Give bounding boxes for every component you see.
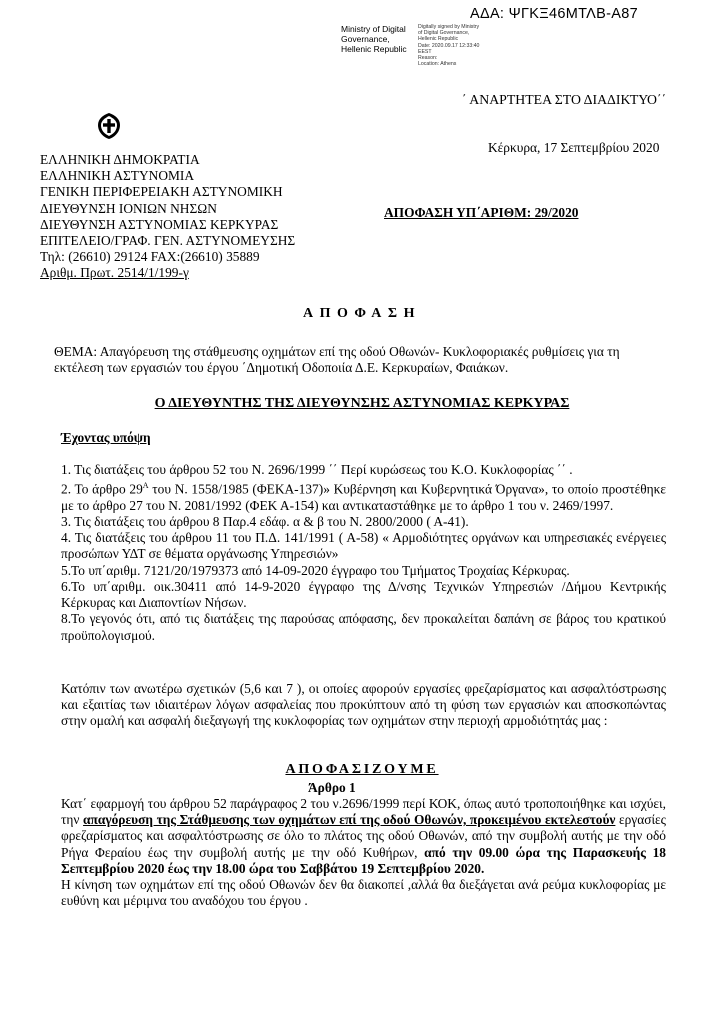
article-paragraph-2: Η κίνηση των οχημάτων επί της οδού Οθωνών δεν θα διακοπεί ,αλλά θα διεξάγεται ανά ρεύμα κυκλοφορίας με ευθύνη και μέριμνα του αναδόχου του έργου . — [61, 877, 666, 909]
signature-org-line: Governance, — [341, 34, 390, 44]
parking-ban-text: απαγόρευση της Στάθμευσης των οχημάτων επί της οδού Οθωνών, προκειμένου εκτελεστούν — [83, 812, 616, 828]
director-heading: Ο ΔΙΕΥΘΥΝΤΗΣ ΤΗΣ ΔΙΕΥΘΥΝΣΗΣ ΑΣΤΥΝΟΜΙΑΣ ΚΕΡΚΥΡΑΣ — [154, 396, 570, 411]
clause-2-start: 2. Το άρθρο 29 — [61, 481, 143, 497]
protocol-number: Αριθμ. Πρωτ. 2514/1/199-γ — [40, 265, 189, 281]
header-phone: Τηλ: (26610) 29124 FAX:(26610) 35889 — [40, 249, 260, 265]
clause-1: 1. Τις διατάξεις του άρθρου 52 του Ν. 2696/1999 ΄΄ Περί κυρώσεως του Κ.Ο. Κυκλοφορίας ΄΄ . — [61, 462, 573, 477]
signature-detail-line: Location: Athens — [418, 61, 457, 68]
article-body — [61, 796, 666, 909]
signature-detail-line: of Digital Governance, — [418, 30, 470, 37]
signature-detail-line: EEST — [418, 48, 432, 55]
considering-heading: Έχοντας υπόψη — [61, 430, 151, 445]
signature-detail-line: Reason: — [418, 55, 438, 62]
header-line: ΔΙΕΥΘΥΝΣΗ ΑΣΤΥΝΟΜΙΑΣ ΚΕΡΚΥΡΑΣ — [40, 216, 279, 232]
ban-period-text: από την 09.00 ώρα της Παρασκευής 18 Σεπτεμβρίου 2020 έως την 18.00 ώρα του Σαββάτου 19 Σεπτεμβρίου 2020. — [61, 844, 666, 876]
article-heading: Άρθρο 1 — [308, 780, 356, 795]
signature-detail-line: Hellenic Republic — [418, 36, 459, 43]
signature-organization — [341, 24, 417, 54]
decision-number: ΑΠΟΦΑΣΗ ΥΠ΄ΑΡΙΘΜ: 29/2020 — [384, 205, 579, 220]
signature-details — [418, 24, 498, 67]
subject: ΘΕΜΑ: Απαγόρευση της στάθμευσης οχημάτων επί της οδού Οθωνών- Κυκλοφοριακές ρυθμίσεις για τη εκτέλεση των εργασιών του έργου ΄Δημοτική Οδοποιία Δ.Ε. Κερκυραίων, Φαιάκων. — [54, 344, 620, 375]
clause-2-rest: του Ν. 1558/1985 (ΦΕΚΑ-137)» Κυβέρνηση και Κυβερνητικά Όργανα», το οποίο προστέθηκε με το άρθρο 27 του Ν. 2081/1992 (ΦΕΚ Α-154) και αντικαταστάθηκε με το άρθρο 1 του ν. 2469/1997. — [61, 481, 666, 513]
coat-of-arms-icon — [96, 112, 122, 140]
document-title: ΑΠΟΦΑΣΗ — [303, 306, 421, 321]
clause-4: 4. Τις διατάξεις του άρθρου 11 του Π.Δ. 141/1991 ( Α-58) « Αρμοδιότητες οργάνων και υπηρεσιακές ενέργειες προσώπων ΥΔΤ σε θέματα οργάνωσης Υπηρεσιών» — [61, 530, 666, 562]
issuer-header — [40, 152, 295, 282]
article-text: Κατ΄ εφαρμογή του άρθρου 52 παράγραφος 2 του ν.2696/1999 περί ΚΟΚ, όπως αυτό τροποποιήθηκε και ισχύει, την — [61, 796, 666, 828]
internet-post-notice: ΄ ΑΝΑΡΤΗΤΕΑ ΣΤΟ ΔΙΑΔΙΚΤΥΟ΄΄ — [462, 92, 667, 107]
we-decide-heading: ΑΠΟΦΑΣΙΖΟΥΜΕ — [285, 762, 439, 777]
clause-8: 8.Το γεγονός ότι, από τις διατάξεις της παρούσας απόφασης, δεν προκαλείται δαπάνη σε βάρος του κρατικού προϋπολογισμού. — [61, 611, 666, 643]
clause-6: 6.Το υπ΄αριθμ. οικ.30411 από 14-9-2020 έγγραφο της Δ/νσης Τεχνικών Υπηρεσιών /Δήμου Κεντρικής Κέρκυρας και Διαποντίων Νήσων. — [61, 578, 666, 611]
clause-5: 5.Το υπ΄αριθμ. 7121/20/1979373 από 14-09-2020 έγγραφο του Τμήματος Τροχαίας Κέρκυρας. — [61, 562, 570, 578]
clause-3: 3. Τις διατάξεις του άρθρου 8 Παρ.4 εδάφ. α & β του Ν. 2800/2000 ( Α-41). — [61, 514, 469, 530]
document-date: Κέρκυρα, 17 Σεπτεμβρίου 2020 — [488, 140, 660, 155]
header-line: ΕΛΛΗΝΙΚΗ ΑΣΤΥΝΟΜΙΑ — [40, 168, 195, 184]
article-paragraph-1 — [61, 796, 666, 877]
header-line: ΕΛΛΗΝΙΚΗ ΔΗΜΟΚΡΑΤΙΑ — [40, 152, 200, 167]
ada-code: ΑΔΑ: ΨΓΚΞ46ΜΤΛΒ-Α87 — [470, 6, 638, 22]
clause-2 — [61, 478, 666, 514]
clause-2-superscript: Α — [142, 481, 149, 491]
header-line: ΕΠΙΤΕΛΕΙΟ/ΓΡΑΦ. ΓΕΝ. ΑΣΤΥΝΟΜΕΥΣΗΣ — [40, 233, 296, 249]
header-line: ΔΙΕΥΘΥΝΣΗ ΙΟΝΙΩΝ ΝΗΣΩΝ — [40, 200, 217, 216]
signature-detail-line: Date: 2020.09.17 12:33:40 — [418, 42, 480, 49]
rationale-paragraph: Κατόπιν των ανωτέρω σχετικών (5,6 και 7 ), οι οποίες αφορούν εργασίες φρεζαρίσματος και ασφαλτόστρωσης και εξαιτίας των ιδιαιτέρων λόγων ασφαλείας που προκύπτουν από τη φύση των εργασιών και αποσκοπώντας στην ομαλή και ασφαλή διεξαγωγή της κυκλοφορίας των οχημάτων στην περιοχή αρμοδιότητάς μας : — [61, 681, 666, 729]
signature-org-line: Hellenic Republic — [341, 44, 407, 54]
header-line: ΓΕΝΙΚΗ ΠΕΡΙΦΕΡΕΙΑΚΗ ΑΣΤΥΝΟΜΙΚΗ — [40, 184, 283, 200]
clauses-list — [61, 462, 666, 644]
article-text: εργασίες φρεζαρίσματος και ασφαλτόστρωσης σε όλο το πλάτος της οδού Οθωνών, από την συμβολή αυτής με την οδό Ρήγα Φεραίου έως την συμβολή αυτής με την οδό Κυθήρων, — [61, 812, 666, 860]
signature-org-line: Ministry of Digital — [341, 24, 406, 34]
signature-detail-line: Digitally signed by Ministry — [418, 24, 480, 30]
